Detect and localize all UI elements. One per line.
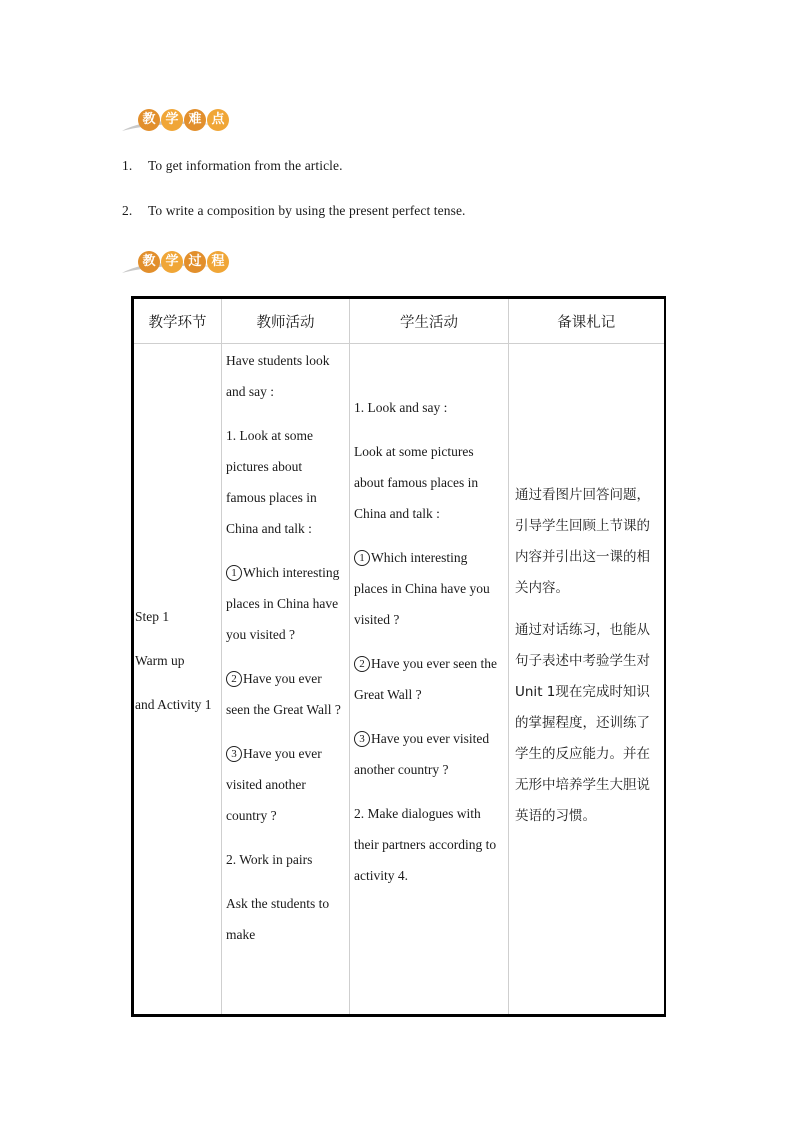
teacher-question: 3 Have you ever visited another country ? (226, 746, 322, 823)
student-activity-cell (350, 344, 509, 1016)
banner-char: 难 (184, 109, 206, 131)
teacher-question: 2 Have you ever seen the Great Wall ? (226, 671, 341, 717)
teacher-text: 2. Work in pairs (226, 852, 313, 867)
banner-char: 教 (138, 109, 160, 131)
section-banner-process (120, 245, 250, 279)
student-question: 2 Have you ever seen the Great Wall ? (354, 656, 497, 702)
step-label: Step 1 (135, 609, 170, 624)
banner-char: 程 (207, 251, 229, 273)
banner-char: 过 (184, 251, 206, 273)
circled-number-icon: 2 (226, 671, 242, 687)
lesson-process-table (131, 296, 666, 1017)
teacher-text: Ask the students to make (226, 896, 330, 942)
student-text: 2. Make dialogues with their partners according to activity 4. (354, 806, 497, 883)
circled-number-icon: 3 (354, 731, 370, 747)
header-stage: 教学环节 (133, 298, 222, 344)
circled-number-icon: 3 (226, 746, 242, 762)
notes-cell (509, 344, 665, 1016)
student-text: 1. Look and say : (354, 400, 448, 415)
step-cell (133, 344, 222, 1016)
header-teacher-activity: 教师活动 (222, 298, 350, 344)
banner-char: 教 (138, 251, 160, 273)
circled-number-icon: 1 (226, 565, 242, 581)
objective-item (122, 158, 343, 174)
teacher-activity-cell (222, 344, 350, 1016)
step-label: Warm up (135, 653, 185, 668)
step-label: and Activity 1 (135, 697, 212, 712)
circled-number-icon: 2 (354, 656, 370, 672)
table-header-row (133, 298, 665, 344)
section-banner-difficulties (120, 103, 250, 137)
banner-char: 学 (161, 109, 183, 131)
objective-text: To get information from the article. (148, 158, 343, 173)
student-question: 3 Have you ever visited another country ? (354, 731, 490, 777)
table-row (133, 344, 665, 1016)
student-text: Look at some pictures about famous places in China and talk : (354, 444, 479, 521)
objective-text: To write a composition by using the present perfect tense. (148, 203, 466, 218)
header-student-activity: 学生活动 (350, 298, 509, 344)
objective-item (122, 203, 466, 219)
circled-number-icon: 1 (354, 550, 370, 566)
teacher-text: Have students look and say : (226, 353, 330, 399)
header-notes: 备课札记 (509, 298, 665, 344)
teacher-text: 1. Look at some pictures about famous places in China and talk : (226, 428, 317, 536)
teacher-question: 1 Which interesting places in China have you visited ? (226, 565, 340, 642)
objective-number: 2. (122, 203, 133, 218)
banner-char: 点 (207, 109, 229, 131)
objective-number: 1. (122, 158, 133, 173)
notes-text: 通过看图片回答问题，引导学生回顾上节课的内容并引出这一课的相关内容。 (515, 487, 650, 596)
notes-text: 通过对话练习，也能从句子表述中考验学生对 Unit 1现在完成时知识的掌握程度，还训练了学生的反应能力。并在无形中培养学生大胆说英语的习惯。 (515, 622, 650, 824)
banner-char: 学 (161, 251, 183, 273)
student-question: 1 Which interesting places in China have you visited ? (354, 550, 490, 627)
